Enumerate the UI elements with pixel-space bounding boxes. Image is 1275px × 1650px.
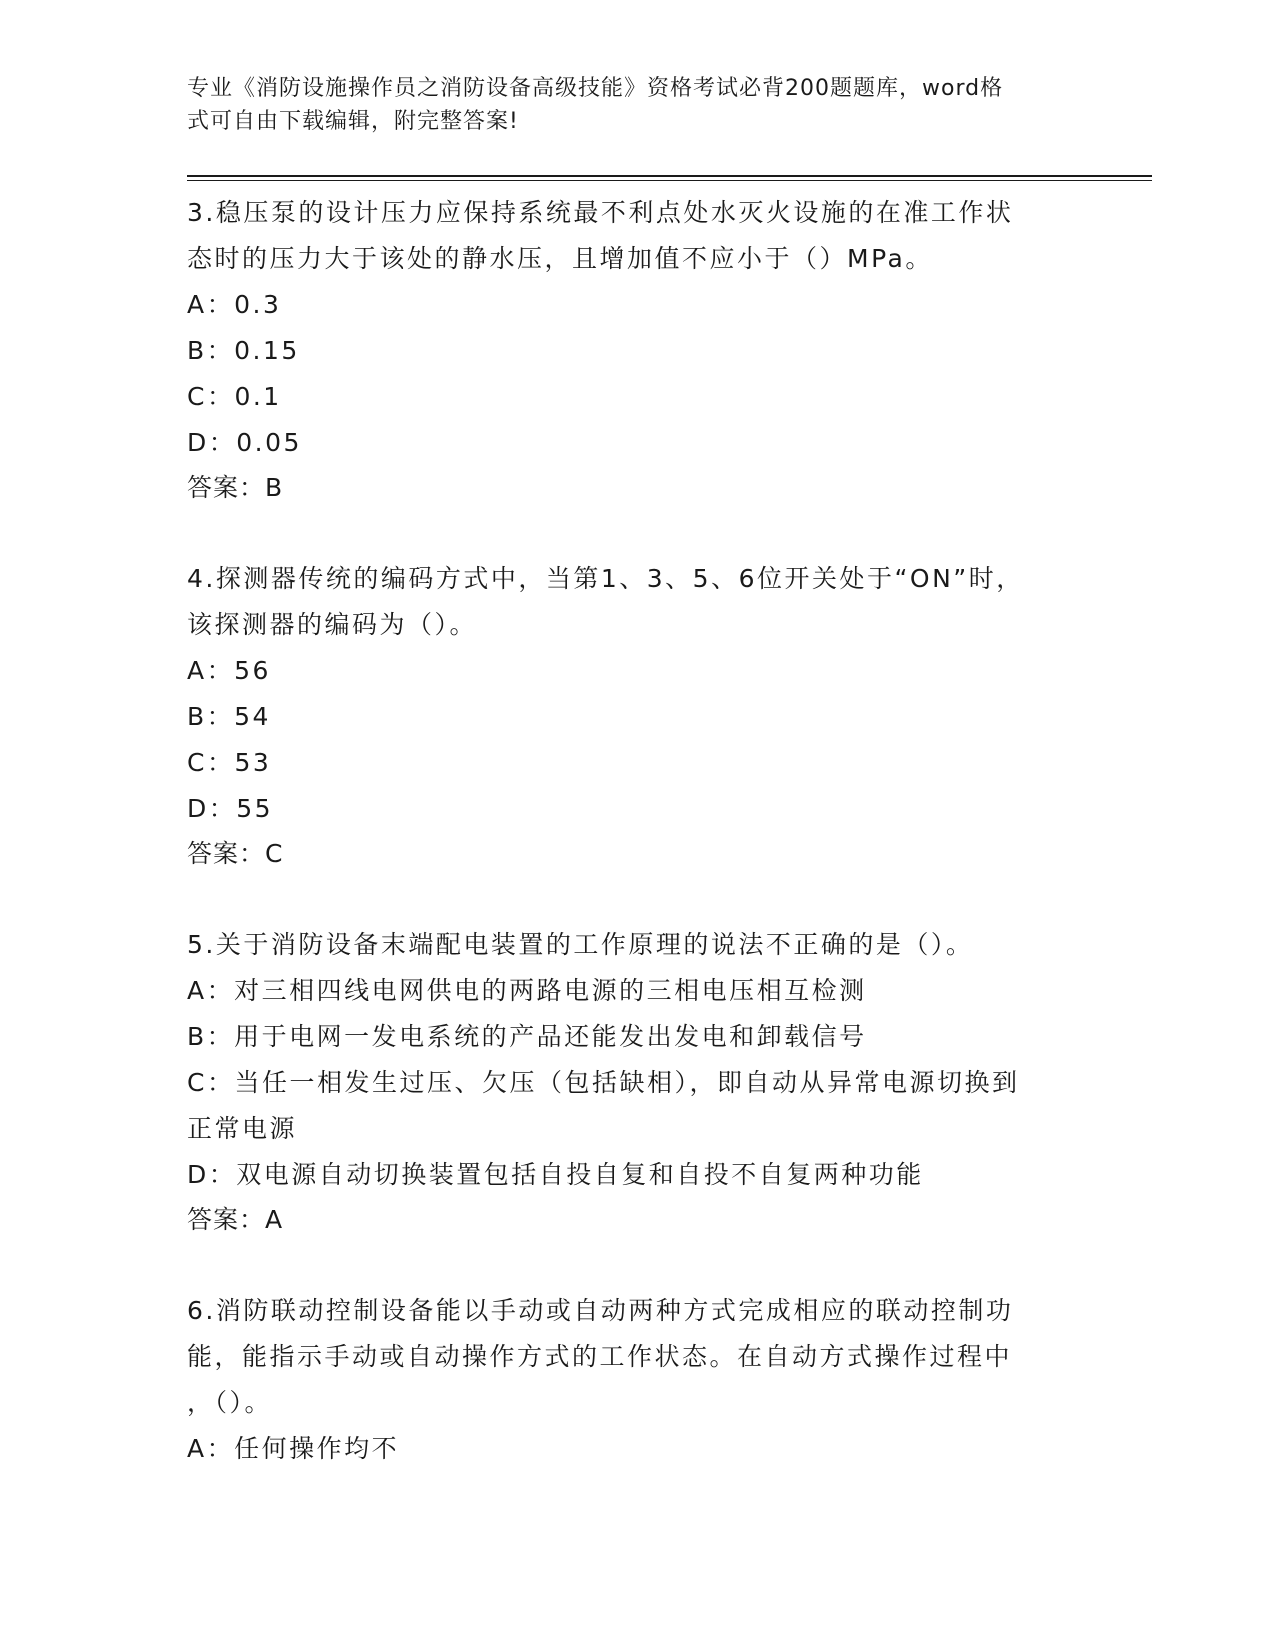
option-a: A：对三相四线电网供电的两路电源的三相电压相互检测 (187, 976, 867, 1005)
question-6 (187, 1288, 1087, 1472)
answer-label: 答案：B (187, 473, 284, 502)
option-a: A：任何操作均不 (187, 1434, 400, 1463)
option-a: A：56 (187, 656, 271, 685)
question-stem-line: 3.稳压泵的设计压力应保持系统最不利点处水灭火设施的在准工作状 (187, 198, 1014, 227)
option-c: C：当任一相发生过压、欠压（包括缺相），即自动从异常电源切换到 (187, 1068, 1020, 1097)
option-d: D：双电源自动切换装置包括自投自复和自投不自复两种功能 (187, 1160, 924, 1189)
option-b: B：54 (187, 702, 271, 731)
header-line-1: 专业《消防设施操作员之消防设备高级技能》资格考试必背200题题库，word格 (187, 76, 1004, 101)
question-stem-line: 能，能指示手动或自动操作方式的工作状态。在自动方式操作过程中 (187, 1342, 1013, 1371)
question-stem-line: 6.消防联动控制设备能以手动或自动两种方式完成相应的联动控制功 (187, 1296, 1014, 1325)
header-divider-thin (187, 180, 1152, 181)
answer-label: 答案：C (187, 839, 284, 868)
option-c-continued: 正常电源 (187, 1114, 298, 1143)
option-c: C：53 (187, 748, 272, 777)
option-b: B：用于电网一发电系统的产品还能发出发电和卸载信号 (187, 1022, 867, 1051)
option-a: A：0.3 (187, 290, 282, 319)
question-list (187, 190, 1087, 1472)
question-stem-line: 态时的压力大于该处的静水压，且增加值不应小于（）MPa。 (187, 244, 933, 273)
question-5 (187, 922, 1087, 1242)
question-stem-line: 5.关于消防设备末端配电装置的工作原理的说法不正确的是（）。 (187, 930, 974, 959)
header-divider-thick (187, 175, 1152, 177)
option-b: B：0.15 (187, 336, 300, 365)
header-line-2: 式可自由下载编辑，附完整答案! (187, 109, 519, 134)
question-4 (187, 556, 1087, 876)
document-header (187, 72, 1067, 138)
option-d: D：0.05 (187, 428, 302, 457)
question-3 (187, 190, 1087, 510)
question-stem-line: 4.探测器传统的编码方式中，当第1、3、5、6位开关处于“ON”时， (187, 564, 1024, 593)
answer-label: 答案：A (187, 1205, 284, 1234)
question-stem-line: ，（）。 (187, 1388, 273, 1417)
option-d: D：55 (187, 794, 274, 823)
option-c: C：0.1 (187, 382, 282, 411)
question-stem-line: 该探测器的编码为（）。 (187, 610, 478, 639)
